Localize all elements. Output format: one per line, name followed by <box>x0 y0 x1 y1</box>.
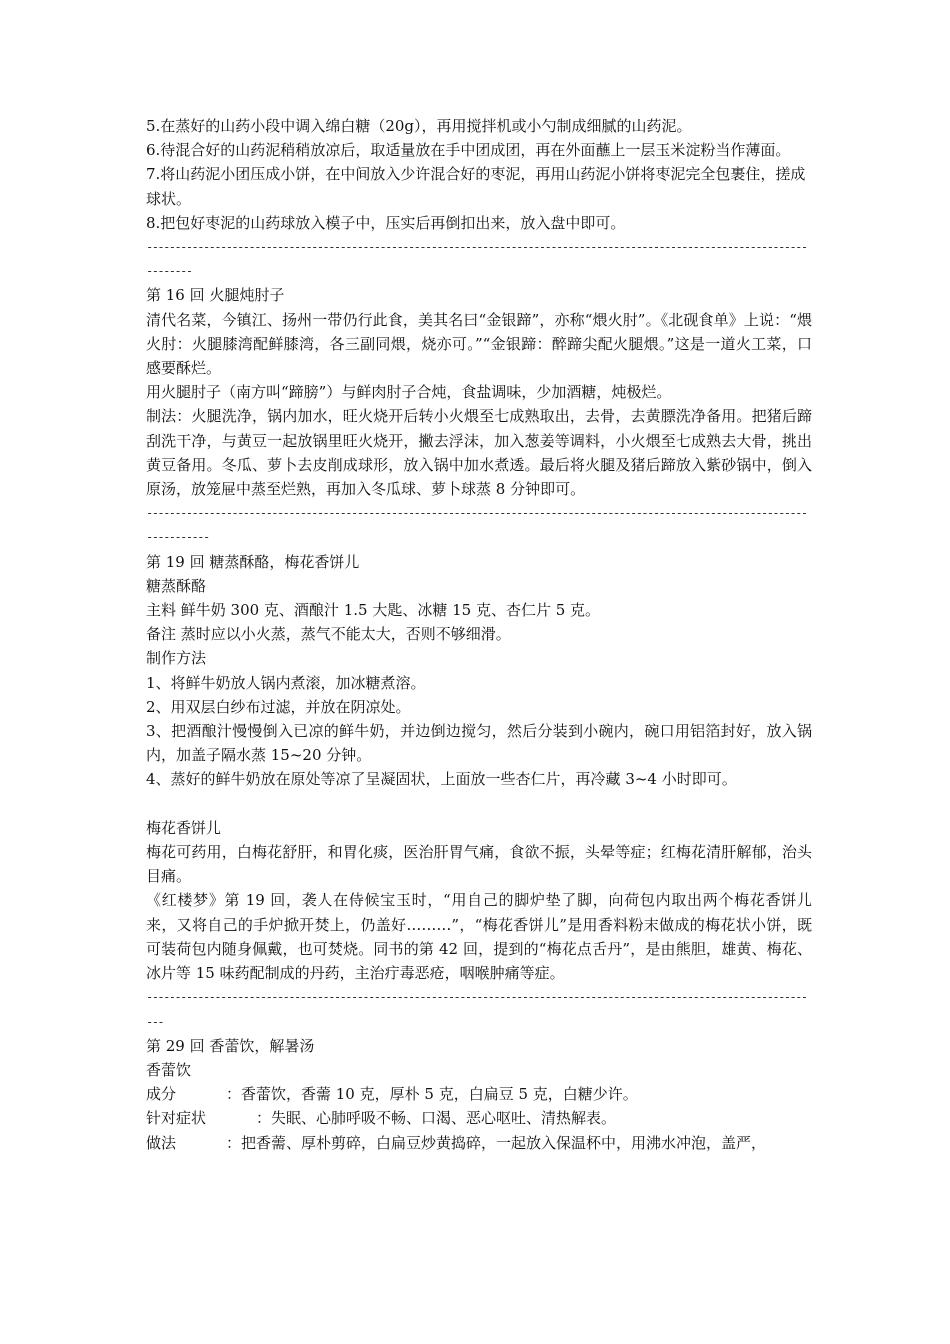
recipe-title-meihua: 梅花香饼儿 <box>146 818 222 837</box>
section-16-heading: 第 16 回 火腿炖肘子 <box>146 286 285 305</box>
info-row-symptoms <box>146 1106 812 1130</box>
row-value: ：把香薷、厚朴剪碎，白扁豆炒黄捣碎，一起放入保温杯中，用沸水冲泡，盖严， <box>226 1133 767 1152</box>
section-19-heading: 第 19 回 糖蒸酥酪，梅花香饼儿 <box>146 552 360 571</box>
meihua-paragraph-2: 《红楼梦》第 19 回，袭人在侍候宝玉时，“用自己的脚炉垫了脚，向荷包内取出两个梅花香饼儿来，又将自己的手炉掀开焚上，仍盖好………”，“梅花香饼儿”是用香料粉末做成的梅花状小饼，既可装荷包内随身佩戴，也可焚烧。同书的第 42 回，提到的“梅花点舌丹”，是由熊胆，雄黄、梅花、冰片等 15 味药配制成的丹药，主治疔毒恶疮，咽喉肿痛等症。 <box>146 891 812 983</box>
section-divider: ------------------------------------------------------------------------------------------------------------------------------- <box>146 506 807 545</box>
section-divider: ---------------------------------------------------------------------------------------------------------------------------- <box>146 240 807 279</box>
row-value: ：香蕾饮，香薷 10 克，厚朴 5 克，白扁豆 5 克，白糖少许。 <box>226 1085 638 1104</box>
section-16-ingredients: 用火腿肘子（南方叫“蹄膀”）与鲜肉肘子合炖，食盐调味，少加酒糖，炖极烂。 <box>146 383 672 402</box>
step-6: 6.待混合好的山药泥稍稍放凉后，取适量放在手中团成团，再在外面蘸上一层玉米淀粉当作薄面。 <box>146 141 791 160</box>
method-step-2: 2、用双层白纱布过滤，并放在阴凉处。 <box>146 697 411 716</box>
method-step-3: 3、把酒酿汁慢慢倒入已凉的鲜牛奶，并边倒边搅匀，然后分装到小碗内，碗口用铝箔封好，放入锅内，加盖子隔水蒸 15~20 分钟。 <box>146 722 812 765</box>
method-title: 制作方法 <box>146 649 207 668</box>
row-label: 成分 <box>146 1085 177 1104</box>
step-7: 7.将山药泥小团压成小饼，在中间放入少许混合好的枣泥，再用山药泥小饼将枣泥完全包裹住，搓成球状。 <box>146 165 806 208</box>
section-16-method: 制法：火腿洗净，锅内加水，旺火烧开后转小火煨至七成熟取出，去骨，去黄膘洗净备用。把猪后蹄刮洗干净，与黄豆一起放锅里旺火烧开，撇去浮沫，加入葱姜等调料，小火煨至七成熟去大骨，挑出黄豆备用。冬瓜、萝卜去皮削成球形，放入锅中加水煮透。最后将火腿及猪后蹄放入紫砂锅中，倒入原汤，放笼屉中蒸至烂熟，再加入冬瓜球、萝卜球蒸 8 分钟即可。 <box>146 407 812 499</box>
row-value: ：失眠、心肺呼吸不畅、口渴、恶心呕吐、清热解表。 <box>256 1109 617 1128</box>
step-5: 5.在蒸好的山药小段中调入绵白糖（20g），再用搅拌机或小勺制成细腻的山药泥。 <box>146 117 692 135</box>
blank-line <box>146 792 812 816</box>
main-ingredients: 主料 鲜牛奶 300 克、酒酿汁 1.5 大匙、冰糖 15 克、杏仁片 5 克。 <box>146 601 601 620</box>
section-divider: ----------------------------------------------------------------------------------------------------------------------- <box>146 990 807 1029</box>
recipe-title-sutangsulao: 糖蒸酥酪 <box>146 576 207 595</box>
info-row-ingredients <box>146 1082 812 1106</box>
info-row-method <box>146 1131 812 1155</box>
row-label: 针对症状 <box>146 1109 207 1128</box>
method-step-4: 4、蒸好的鲜牛奶放在原处等凉了呈凝固状，上面放一些杏仁片，再冷藏 3~4 小时即可。 <box>146 770 737 789</box>
section-16-intro: 清代名菜，今镇江、扬州一带仍行此食，美其名曰“金银蹄”，亦称“煨火肘”。《北砚食单》上说：“煨火肘：火腿膝湾配鲜膝湾，各三副同煨，烧亦可。”“金银蹄：醉蹄尖配火腿煨。”这是一道火工菜，口感要酥烂。 <box>146 310 812 378</box>
recipe-note: 备注 蒸时应以小火蒸，蒸气不能太大，否则不够细滑。 <box>146 625 511 644</box>
section-29-heading: 第 29 回 香蕾饮，解暑汤 <box>146 1036 315 1055</box>
row-label: 做法 <box>146 1133 177 1152</box>
method-step-1: 1、将鲜牛奶放人锅内煮滚，加冰糖煮溶。 <box>146 673 426 692</box>
document-page <box>146 114 812 1155</box>
recipe-title-xianglei: 香蕾饮 <box>146 1060 192 1079</box>
meihua-paragraph-1: 梅花可药用，白梅花舒肝，和胃化痰，医治肝胃气痛，食欲不振，头晕等症；红梅花清肝解郁，治头目痛。 <box>146 843 812 886</box>
step-8: 8.把包好枣泥的山药球放入模子中，压实后再倒扣出来，放入盘中即可。 <box>146 213 626 232</box>
